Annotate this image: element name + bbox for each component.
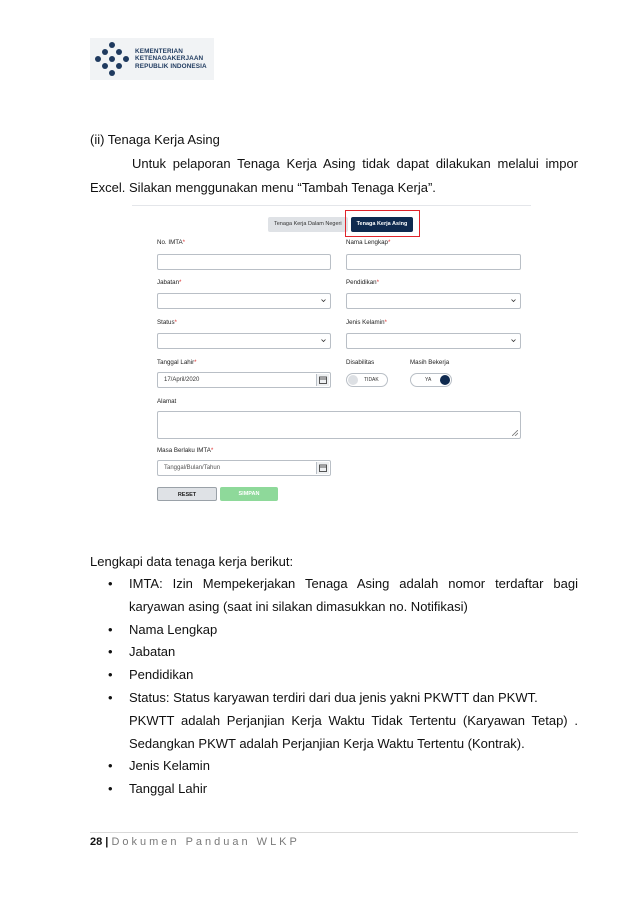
section-heading: (ii) Tenaga Kerja Asing: [90, 132, 220, 147]
pendidikan-label: Pendidikan*: [346, 279, 380, 286]
chevron-down-icon: [511, 298, 516, 303]
jenis-kelamin-select[interactable]: [346, 333, 521, 349]
no-imta-label: No. IMTA*: [157, 239, 186, 246]
toggle-knob: [440, 375, 450, 385]
masih-bekerja-toggle[interactable]: [410, 373, 452, 387]
masa-berlaku-placeholder: Tanggal/Bulan/Tahun: [164, 465, 221, 471]
tanggal-lahir-input[interactable]: [157, 372, 331, 388]
chevron-down-icon: [321, 298, 326, 303]
ministry-emblem-icon: [94, 41, 130, 77]
no-imta-input[interactable]: [157, 254, 331, 270]
disabilitas-value: TIDAK: [364, 377, 379, 383]
status-label: Status*: [157, 319, 177, 326]
masa-berlaku-imta-label: Masa Berlaku IMTA*: [157, 447, 214, 454]
reset-button[interactable]: RESET: [157, 487, 217, 501]
section-paragraph-line-2: Excel. Silakan menggunakan menu “Tambah Tenaga Kerja”.: [90, 180, 436, 195]
list-item: • Jabatan: [108, 641, 578, 664]
nama-lengkap-input[interactable]: [346, 254, 521, 270]
footer-divider: [90, 832, 578, 833]
intro-text: Lengkapi data tenaga kerja berikut:: [90, 554, 294, 569]
list-item: • Pendidikan: [108, 664, 578, 687]
masih-bekerja-label: Masih Bekerja: [410, 359, 450, 366]
masa-berlaku-imta-input[interactable]: [157, 460, 331, 476]
simpan-button[interactable]: SIMPAN: [220, 487, 278, 501]
document-title: Dokumen Panduan WLKP: [111, 836, 300, 848]
list-item: • Nama Lengkap: [108, 619, 578, 642]
list-item: • IMTA: Izin Mempekerjakan Tenaga Asing adalah nomor terdaftar bagi karyawan asing (saat ini silakan dimasukkan no. Notifikasi): [108, 573, 578, 619]
resize-handle-icon[interactable]: [512, 430, 518, 436]
alamat-label: Alamat: [157, 398, 177, 405]
tanggal-lahir-label: Tanggal Lahir*: [157, 359, 197, 366]
nama-lengkap-label: Nama Lengkap*: [346, 239, 391, 246]
toggle-knob: [348, 375, 358, 385]
highlight-box: [345, 210, 420, 237]
alamat-textarea[interactable]: [157, 411, 521, 439]
jabatan-label: Jabatan*: [157, 279, 182, 286]
disabilitas-toggle[interactable]: [346, 373, 388, 387]
section-paragraph-line-1: Untuk pelaporan Tenaga Kerja Asing tidak dapat dilakukan melalui impor: [132, 156, 578, 171]
ministry-logo: [90, 38, 214, 80]
tab-tenaga-kerja-dalam-negeri[interactable]: Tenaga Kerja Dalam Negeri: [268, 217, 348, 232]
tab-tenaga-kerja-asing[interactable]: Tenaga Kerja Asing: [351, 217, 414, 232]
masih-bekerja-value: YA: [425, 377, 432, 383]
form-screenshot: [132, 205, 531, 526]
pendidikan-select[interactable]: [346, 293, 521, 309]
chevron-down-icon: [321, 338, 326, 343]
list-item: • Tanggal Lahir: [108, 778, 578, 801]
list-item: • Status: Status karyawan terdiri dari dua jenis yakni PKWTT dan PKWT. PKWTT adalah Perjanjian Kerja Waktu Tidak Tertentu (Karyawan Tetap) . Sedangkan PKWT adalah Perjanjian Kerja Waktu Tertentu (Kontrak).: [108, 687, 578, 755]
field-list: [108, 573, 578, 801]
chevron-down-icon: [511, 338, 516, 343]
page-footer: 28 | Dokumen Panduan WLKP: [90, 836, 300, 848]
status-select[interactable]: [157, 333, 331, 349]
logo-text: KEMENTERIAN KETENAGAKERJAAN REPUBLIK INDONESIA: [135, 47, 207, 70]
jenis-kelamin-label: Jenis Kelamin*: [346, 319, 387, 326]
list-item: • Jenis Kelamin: [108, 755, 578, 778]
page-number: 28: [90, 836, 103, 848]
tanggal-lahir-value: 17/April/2020: [164, 377, 200, 383]
jabatan-select[interactable]: [157, 293, 331, 309]
disabilitas-label: Disabilitas: [346, 359, 375, 366]
calendar-icon[interactable]: [316, 374, 329, 386]
calendar-icon[interactable]: [316, 462, 329, 474]
